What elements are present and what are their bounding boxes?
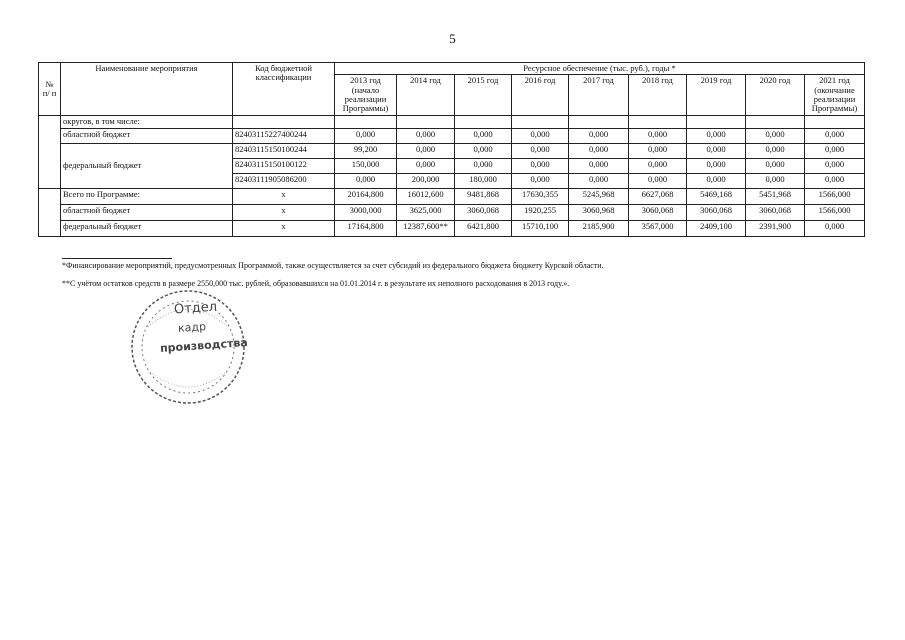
value-cell bbox=[805, 115, 865, 128]
value-cell: 6421,800 bbox=[455, 220, 512, 236]
header-resources: Ресурсное обеспечение (тыс. руб.), годы * bbox=[335, 63, 865, 75]
header-name: Наименование мероприятия bbox=[61, 63, 233, 116]
value-cell: 1566,000 bbox=[805, 188, 865, 204]
header-year: 2015 год bbox=[455, 75, 512, 115]
stamp-line-3: производства bbox=[159, 335, 249, 356]
value-cell: 0,000 bbox=[805, 173, 865, 188]
table-row bbox=[39, 204, 865, 220]
value-cell: 0,000 bbox=[687, 173, 746, 188]
row-name: областной бюджет bbox=[61, 204, 233, 220]
header-row-1 bbox=[39, 63, 865, 75]
value-cell bbox=[746, 115, 805, 128]
value-cell: 2391,900 bbox=[746, 220, 805, 236]
value-cell: 0,000 bbox=[746, 128, 805, 143]
value-cell: 0,000 bbox=[805, 128, 865, 143]
table-row bbox=[39, 188, 865, 204]
row-code bbox=[233, 115, 335, 128]
budget-table bbox=[38, 62, 865, 237]
value-cell: 3060,068 bbox=[629, 204, 687, 220]
value-cell: 6627,068 bbox=[629, 188, 687, 204]
row-name: областной бюджет bbox=[61, 128, 233, 143]
header-year: 2018 год bbox=[629, 75, 687, 115]
footnote-divider bbox=[62, 258, 172, 259]
header-year: 2013 год (начало реализации Программы) bbox=[335, 75, 397, 115]
value-cell: 0,000 bbox=[397, 158, 455, 173]
value-cell: 0,000 bbox=[629, 143, 687, 158]
value-cell: 0,000 bbox=[455, 143, 512, 158]
value-cell: 0,000 bbox=[746, 143, 805, 158]
value-cell: 0,000 bbox=[629, 128, 687, 143]
value-cell: 20164,800 bbox=[335, 188, 397, 204]
value-cell: 12387,600** bbox=[397, 220, 455, 236]
value-cell: 0,000 bbox=[805, 220, 865, 236]
value-cell: 3000,000 bbox=[335, 204, 397, 220]
header-num: № п/ п bbox=[39, 63, 61, 116]
page-number: 5 bbox=[449, 31, 456, 46]
value-cell: 0,000 bbox=[746, 173, 805, 188]
value-cell bbox=[397, 115, 455, 128]
value-cell: 3060,068 bbox=[455, 204, 512, 220]
value-cell: 5245,968 bbox=[569, 188, 629, 204]
row-name: федеральный бюджет bbox=[61, 143, 233, 188]
value-cell: 15710,100 bbox=[512, 220, 569, 236]
value-cell bbox=[569, 115, 629, 128]
value-cell: 0,000 bbox=[512, 128, 569, 143]
value-cell: 3060,068 bbox=[687, 204, 746, 220]
value-cell: 0,000 bbox=[746, 158, 805, 173]
row-code: х bbox=[233, 220, 335, 236]
row-num-cell bbox=[39, 115, 61, 188]
header-year: 2016 год bbox=[512, 75, 569, 115]
footnote-1: *Финансирование мероприятий, предусмотренных Программой, также осуществляется за счет субсидий из федерального бюджета бюджету Курской области. bbox=[62, 261, 604, 270]
value-cell: 0,000 bbox=[397, 128, 455, 143]
value-cell bbox=[455, 115, 512, 128]
value-cell: 1566,000 bbox=[805, 204, 865, 220]
value-cell: 0,000 bbox=[629, 158, 687, 173]
value-cell: 3060,968 bbox=[569, 204, 629, 220]
row-code: 82403115150100244 bbox=[233, 143, 335, 158]
value-cell: 0,000 bbox=[335, 128, 397, 143]
value-cell: 16012,600 bbox=[397, 188, 455, 204]
row-code: х bbox=[233, 188, 335, 204]
stamp-seal bbox=[128, 287, 248, 407]
value-cell: 0,000 bbox=[512, 143, 569, 158]
value-cell: 180,000 bbox=[455, 173, 512, 188]
value-cell: 2409,100 bbox=[687, 220, 746, 236]
value-cell: 99,200 bbox=[335, 143, 397, 158]
value-cell: 0,000 bbox=[629, 173, 687, 188]
value-cell: 0,000 bbox=[397, 143, 455, 158]
value-cell: 17630,355 bbox=[512, 188, 569, 204]
header-code: Код бюджетной классификации bbox=[233, 63, 335, 116]
stamp-line-2: кадр bbox=[177, 320, 207, 335]
value-cell: 0,000 bbox=[512, 173, 569, 188]
value-cell: 0,000 bbox=[569, 158, 629, 173]
value-cell: 150,000 bbox=[335, 158, 397, 173]
row-code: 82403115150100122 bbox=[233, 158, 335, 173]
value-cell bbox=[512, 115, 569, 128]
value-cell: 0,000 bbox=[805, 143, 865, 158]
value-cell: 17164,800 bbox=[335, 220, 397, 236]
table-row bbox=[39, 220, 865, 236]
value-cell bbox=[335, 115, 397, 128]
row-name: округов, в том числе: bbox=[61, 115, 233, 128]
table-row bbox=[39, 128, 865, 143]
value-cell bbox=[687, 115, 746, 128]
value-cell: 0,000 bbox=[569, 128, 629, 143]
value-cell: 0,000 bbox=[335, 173, 397, 188]
value-cell: 0,000 bbox=[455, 158, 512, 173]
value-cell: 3060,068 bbox=[746, 204, 805, 220]
row-name: Всего по Программе: bbox=[61, 188, 233, 204]
value-cell: 0,000 bbox=[455, 128, 512, 143]
table-row bbox=[39, 143, 865, 158]
value-cell bbox=[629, 115, 687, 128]
value-cell: 0,000 bbox=[569, 143, 629, 158]
value-cell: 5469,168 bbox=[687, 188, 746, 204]
value-cell: 0,000 bbox=[512, 158, 569, 173]
value-cell: 0,000 bbox=[805, 158, 865, 173]
value-cell: 2185,900 bbox=[569, 220, 629, 236]
value-cell: 200,000 bbox=[397, 173, 455, 188]
value-cell: 1920,255 bbox=[512, 204, 569, 220]
value-cell: 0,000 bbox=[687, 158, 746, 173]
header-year: 2014 год bbox=[397, 75, 455, 115]
value-cell: 0,000 bbox=[687, 128, 746, 143]
header-year: 2021 год (окончание реализации Программы) bbox=[805, 75, 865, 115]
value-cell: 0,000 bbox=[687, 143, 746, 158]
table-row bbox=[39, 115, 865, 128]
value-cell: 3625,000 bbox=[397, 204, 455, 220]
value-cell: 3567,000 bbox=[629, 220, 687, 236]
value-cell: 9481,868 bbox=[455, 188, 512, 204]
footnote-2: **С учётом остатков средств в размере 2550,000 тыс. рублей, образовавшихся на 01.01.2014 г. в результате их неполного расходования в 2013 году.». bbox=[62, 279, 570, 288]
row-name: федеральный бюджет bbox=[61, 220, 233, 236]
row-code: 82403115227400244 bbox=[233, 128, 335, 143]
header-year: 2019 год bbox=[687, 75, 746, 115]
row-num-cell bbox=[39, 188, 61, 236]
row-code: 82403111905086200 bbox=[233, 173, 335, 188]
value-cell: 0,000 bbox=[569, 173, 629, 188]
stamp-line-1: Отдел bbox=[173, 299, 218, 318]
value-cell: 5451,968 bbox=[746, 188, 805, 204]
header-year: 2020 год bbox=[746, 75, 805, 115]
row-code: х bbox=[233, 204, 335, 220]
header-year: 2017 год bbox=[569, 75, 629, 115]
